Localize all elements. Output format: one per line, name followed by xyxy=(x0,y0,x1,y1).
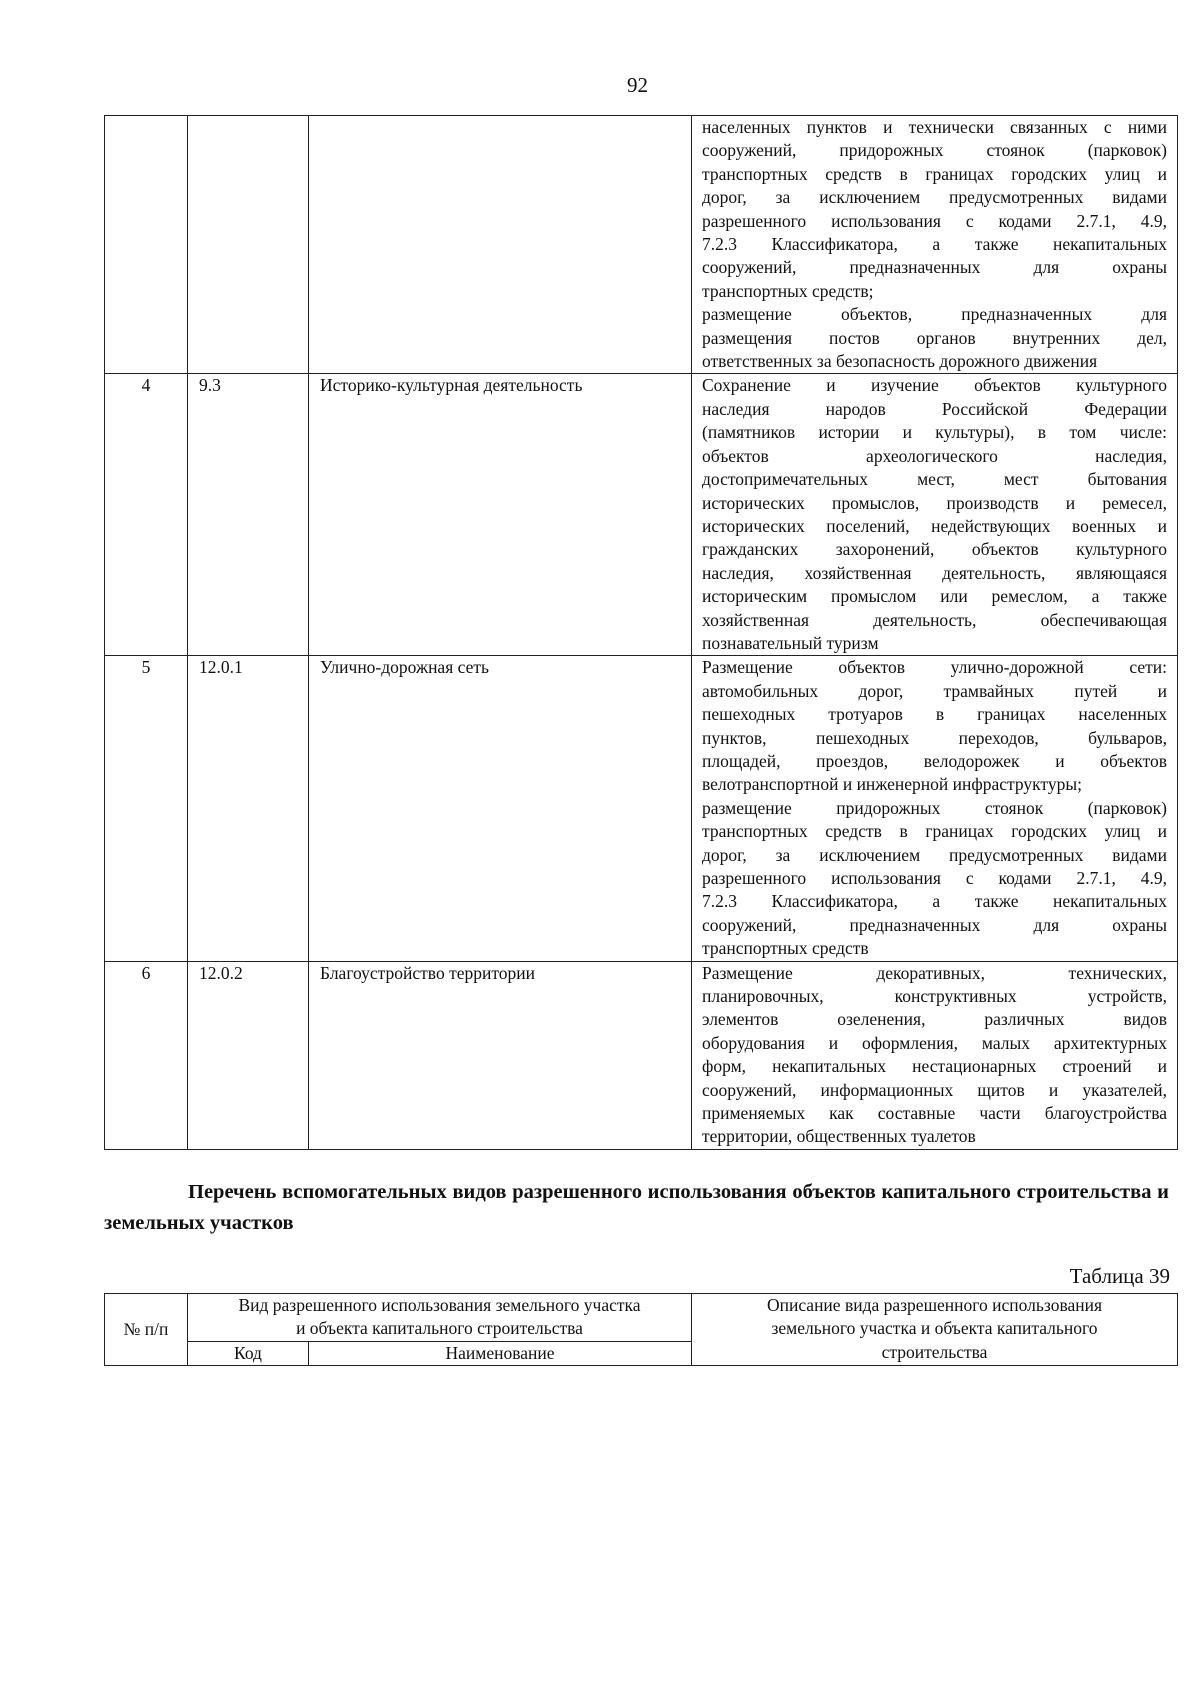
cell-name: Улично-дорожная сеть xyxy=(309,656,692,961)
description-line: 7.2.3 Классификатора, а также некапитальных xyxy=(702,234,1167,255)
description-line: площадей, проездов, велодорожек и объектов xyxy=(702,750,1167,771)
description-line: познавательный туризм xyxy=(702,632,879,653)
header-description xyxy=(692,1294,1178,1366)
description-line: наследия, хозяйственная деятельность, являющаяся xyxy=(702,562,1167,583)
cell-num xyxy=(105,116,188,374)
section-heading: Перечень вспомогательных видов разрешенного использования объектов капитального строительства и земельных участков xyxy=(104,1181,1169,1234)
description-line: разрешенного использования с кодами 2.7.1, 4.9, xyxy=(702,210,1167,231)
description-line: разрешенного использования с кодами 2.7.1, 4.9, xyxy=(702,868,1167,888)
description-line: территории, общественных туалетов xyxy=(702,1126,976,1147)
description-line: исторических промыслов, производств и ремесел, xyxy=(702,492,1167,513)
description-line: транспортных средств в границах городских улиц и xyxy=(702,163,1167,184)
table-row xyxy=(105,656,1178,961)
description-line: Сохранение и изучение объектов культурного xyxy=(702,375,1167,396)
cell-description xyxy=(692,116,1178,374)
description-line: транспортных средств xyxy=(702,938,869,959)
description-line: населенных пунктов и технически связанных с ними xyxy=(702,117,1167,137)
description-line: транспортных средств в границах городских улиц и xyxy=(702,821,1167,842)
description-line: (памятников истории и культуры), в том числе: xyxy=(702,422,1167,443)
header-group xyxy=(188,1294,692,1342)
cell-code: 12.0.2 xyxy=(188,961,309,1149)
land-use-table-continued xyxy=(104,115,1178,1150)
cell-num: 6 xyxy=(105,961,188,1149)
cell-name: Благоустройство территории xyxy=(309,961,692,1149)
auxiliary-uses-table-header xyxy=(104,1293,1178,1366)
description-line: транспортных средств; xyxy=(702,280,874,301)
description-line: велотранспортной и инженерной инфраструктуры; xyxy=(702,774,1082,795)
header-code: Код xyxy=(188,1341,309,1365)
cell-code: 9.3 xyxy=(188,374,309,656)
description-line: размещение объектов, предназначенных для xyxy=(702,304,1167,325)
header-description-line: земельного участка и объекта капитального xyxy=(771,1318,1098,1339)
cell-num: 5 xyxy=(105,656,188,961)
description-line: элементов озеленения, различных видов xyxy=(702,1009,1167,1030)
table-row xyxy=(105,374,1178,656)
header-group-line: и объекта капитального строительства xyxy=(296,1318,583,1339)
header-num: № п/п xyxy=(105,1294,188,1366)
description-line: объектов археологического наследия, xyxy=(702,445,1167,466)
table-row-continued xyxy=(105,116,1178,374)
description-line: Размещение объектов улично-дорожной сети: xyxy=(702,657,1167,678)
header-description-line: строительства xyxy=(881,1341,988,1362)
description-line: пунктов, пешеходных переходов, бульваров, xyxy=(702,727,1167,748)
header-row-top xyxy=(105,1294,1178,1342)
description-line: пешеходных тротуаров в границах населенных xyxy=(702,704,1167,725)
description-line: Размещение декоративных, технических, xyxy=(702,962,1167,983)
description-line: ответственных за безопасность дорожного движения xyxy=(702,351,1098,372)
description-line: дорог, за исключением предусмотренных видами xyxy=(702,187,1167,208)
cell-description xyxy=(692,374,1178,656)
cell-name: Историко-культурная деятельность xyxy=(309,374,692,656)
description-line: историческим промыслом или ремеслом, а также xyxy=(702,586,1167,607)
description-line: хозяйственная деятельность, обеспечивающая xyxy=(702,609,1167,630)
description-line: сооружений, информационных щитов и указателей, xyxy=(702,1079,1167,1100)
description-line: исторических поселений, недействующих военных и xyxy=(702,515,1167,536)
description-line: форм, некапитальных нестационарных строений и xyxy=(702,1056,1167,1077)
cell-description xyxy=(692,656,1178,961)
description-line: сооружений, предназначенных для охраны xyxy=(702,914,1167,935)
table-row xyxy=(105,961,1178,1149)
cell-code: 12.0.1 xyxy=(188,656,309,961)
description-line: применяемых как составные части благоустройства xyxy=(702,1103,1167,1124)
table-label: Таблица 39 xyxy=(1069,1264,1170,1288)
description-line: достопримечательных мест, мест бытования xyxy=(702,469,1167,490)
description-line: оборудования и оформления, малых архитектурных xyxy=(702,1032,1167,1053)
description-line: сооружений, придорожных стоянок (парковок) xyxy=(702,140,1167,161)
cell-description xyxy=(692,961,1178,1149)
description-line: размещение придорожных стоянок (парковок) xyxy=(702,797,1167,818)
cell-name xyxy=(309,116,692,374)
page-number: 92 xyxy=(627,73,648,97)
description-line: гражданских захоронений, объектов культурного xyxy=(702,539,1167,560)
description-line: 7.2.3 Классификатора, а также некапитальных xyxy=(702,891,1167,912)
cell-code xyxy=(188,116,309,374)
description-line: размещения постов органов внутренних дел, xyxy=(702,327,1167,348)
description-line: наследия народов Российской Федерации xyxy=(702,398,1167,419)
description-line: автомобильных дорог, трамвайных путей и xyxy=(702,680,1167,701)
header-name: Наименование xyxy=(309,1341,692,1365)
header-description-line: Описание вида разрешенного использования xyxy=(766,1295,1103,1315)
description-line: планировочных, конструктивных устройств, xyxy=(702,986,1167,1007)
description-line: дорог, за исключением предусмотренных видами xyxy=(702,844,1167,865)
cell-num: 4 xyxy=(105,374,188,656)
description-line: сооружений, предназначенных для охраны xyxy=(702,257,1167,278)
header-group-line: Вид разрешенного использования земельного участка xyxy=(238,1295,641,1315)
